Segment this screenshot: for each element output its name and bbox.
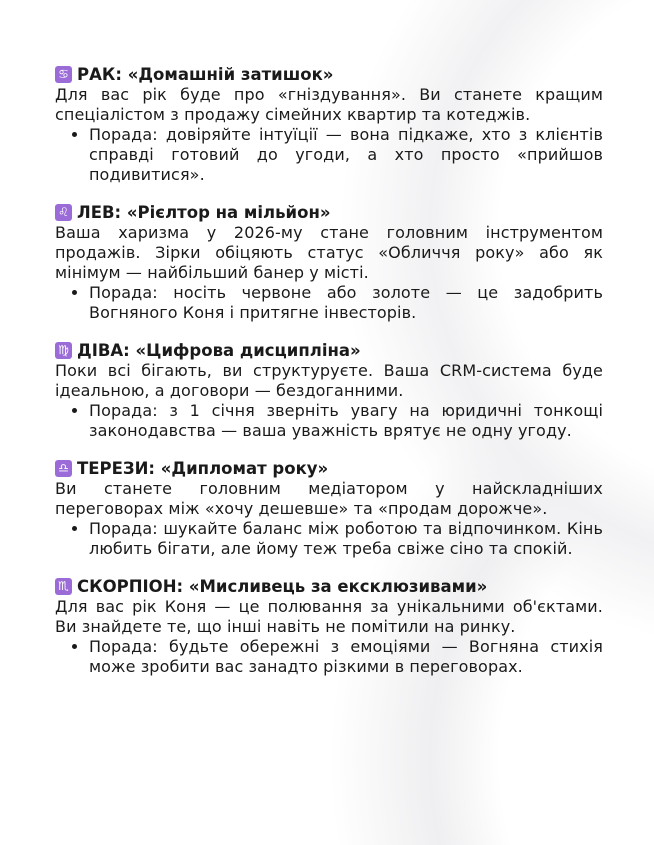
section-heading (55, 458, 603, 479)
tip-list (55, 519, 603, 559)
section-heading (55, 340, 603, 361)
tip-list (55, 637, 603, 677)
section-title: ТЕРЕЗИ: «Дипломат року» (77, 459, 329, 478)
section-text: Для вас рік буде про «гніздування». Ви станете кращим спеціалістом з продажу сімейних квартир та котеджів. (55, 85, 603, 124)
section-title: РАК: «Домашній затишок» (77, 65, 334, 84)
section-text: Поки всі бігають, ви структуруєте. Ваша CRM-система буде ідеальною, а договори — бездоганними. (55, 361, 603, 400)
section-heading (55, 64, 603, 85)
zodiac-section (55, 64, 603, 185)
tip-item: • Порада: з 1 січня зверніть увагу на юридичні тонкощі законодавства — ваша уважність врятує не одну угоду. (89, 401, 603, 441)
section-text: Для вас рік Коня — це полювання за унікальними об'єктами. Ви знайдете те, що інші навіть не помітили на ринку. (55, 597, 603, 636)
zodiac-section (55, 458, 603, 559)
tip-item: • Порада: довіряйте інтуїції — вона підкаже, хто з клієнтів справді готовий до угоди, а хто просто «прийшов подивитися». (89, 125, 603, 185)
tip-list (55, 283, 603, 323)
tip-item: • Порада: носіть червоне або золоте — це задобрить Вогняного Коня і притягне інвесторів. (89, 283, 603, 323)
virgo-icon: ♍ (55, 342, 72, 359)
cancer-icon: ♋ (55, 66, 72, 83)
zodiac-section (55, 576, 603, 677)
section-text: Ваша харизма у 2026-му стане головним інструментом продажів. Зірки обіцяють статус «Обличчя року» або як мінімум — найбільший банер у місті. (55, 223, 603, 282)
section-title: СКОРПІОН: «Мисливець за ексклюзивами» (77, 577, 488, 596)
libra-icon: ♎ (55, 460, 72, 477)
section-text: Ви станете головним медіатором у найскладніших переговорах між «хочу дешевше» та «продам дорожче». (55, 479, 603, 518)
zodiac-section (55, 202, 603, 323)
section-title: ДІВА: «Цифрова дисципліна» (77, 341, 361, 360)
tip-list (55, 125, 603, 185)
section-heading (55, 576, 603, 597)
horoscope-content (55, 64, 603, 694)
scorpio-icon: ♏ (55, 578, 72, 595)
zodiac-section (55, 340, 603, 441)
section-title: ЛЕВ: «Рієлтор на мільйон» (77, 203, 331, 222)
leo-icon: ♌ (55, 204, 72, 221)
tip-item: • Порада: будьте обережні з емоціями — Вогняна стихія може зробити вас занадто різкими в переговорах. (89, 637, 603, 677)
tip-list (55, 401, 603, 441)
tip-item: • Порада: шукайте баланс між роботою та відпочинком. Кінь любить бігати, але йому теж треба свіже сіно та спокій. (89, 519, 603, 559)
section-heading (55, 202, 603, 223)
